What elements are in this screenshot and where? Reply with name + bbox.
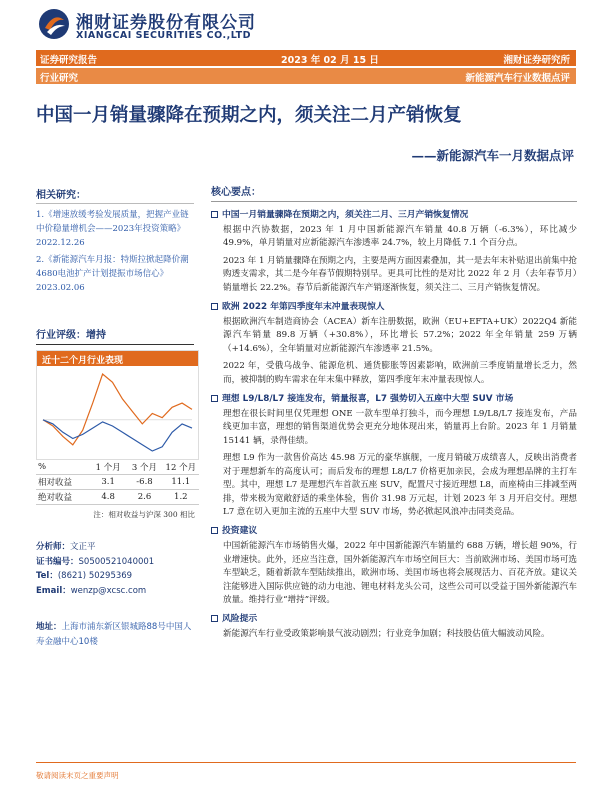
industry-rating: 行业评级：增持 [36,326,194,345]
paragraph: 2022 年，受俄乌战争、能源危机、通货膨胀等因素影响，欧洲前三季度销量增长乏力，然而，被抑制的购车需求在年末集中释放，第四季度年末冲量表现惊人。 [223,361,577,385]
email-label: Email： [36,585,71,596]
paragraph: 根据中汽协数据，2023 年 1 月中国新能源汽车销量 40.8 万辆（-6.3%），环比减少 49.9%，单月销量对应新能源汽车渗透率 24.7%，较上月降低 7.1 个百分点。 [223,225,577,249]
institute-name: 湘财证券研究所 [503,55,570,66]
header-bar-top [36,50,576,66]
address-info [36,620,196,650]
section-heading: 风险提示 [211,611,577,624]
tel-number: (8621) 50295369 [57,571,133,582]
analyst-name: 文正平 [70,542,96,552]
checkbox-bullet-icon [211,615,218,622]
logo-mark-icon [38,8,70,40]
table-header-cell: 1 个月 [95,463,121,473]
cert-number: S0500521040001 [78,556,155,567]
tel-label: Tel： [36,571,58,582]
report-type: 证券研究报告 [40,55,98,66]
paragraph: 中国新能源汽车市场销售火爆，2022 年中国新能源汽车销量约 688 万辆，增长超 90%，行业增速快。此外，还应当注意，国外新能源汽车市场空间巨大：当前欧洲市场、美国市场可选车型缺乏，随着新款车型陆续推出，欧洲市场、美国市场也将会展现活力、百花齐放。建议关注能够进入国际供应链的动力电池、锂电材料龙头公司，这些公司可以受益于国外新能源汽车放量。维持行业“增持”评级。 [223,541,577,605]
related-research-link[interactable]: 1.《增速放缓考验发展质量，把握产业链中价稳量增机会——2023年投资策略》2022.12.26 [36,210,189,248]
table-header-row [36,460,199,475]
company-logo [38,6,298,48]
table-note: 注：相对收益与沪深 300 相比 [93,510,195,519]
chart-plot [37,366,198,459]
table-cell: 1.2 [174,492,188,502]
table-header-cell: 12 个月 [165,463,197,473]
footer-divider [36,762,576,763]
industry-performance-chart [36,350,199,460]
table-cell: 绝对收益 [38,493,73,503]
table-header-cell: % [38,462,47,472]
checkbox-bullet-icon [211,527,218,534]
table-cell: 11.1 [171,477,191,487]
research-type: 行业研究 [40,73,79,84]
related-research-list [36,203,194,298]
analyst-info [36,540,196,598]
address-text: 上海市浦东新区银城路88号中国人寿金融中心10楼 [36,622,192,647]
checkbox-bullet-icon [211,395,218,402]
paragraph: 理想 L9 作为一款售价高达 45.98 万元的豪华旗舰，一度月销破万成绩喜人，反映出消费者对于理想新车的高度认可；而后发布的理想 L8/L7 价格更加亲民，会成为理想品牌的主打车型。其中，理想 L7 是理想汽车首款五座 SUV，配置尺寸接近理想 L8，而座椅由三排减至两排，带来极为宽敞舒适的乘坐体验，售价 31.98 万元起，计划 2023 年 3 月开启交付。理想 L7 意在切入更加主流的五座中大型 SUV 市场，势必掀起风浪冲击同类竞品。 [223,453,577,517]
core-points-column [211,183,577,646]
cert-label: 证书编号： [36,556,79,567]
section-heading: 欧洲 2022 年第四季度年末冲量表现惊人 [211,299,577,312]
related-research-heading: 相关研究： [36,190,86,201]
analyst-label: 分析师： [36,542,71,552]
section-heading: 中国一月销量骤降在预期之内，须关注二月、三月产销恢复情况 [211,207,577,220]
paragraph: 根据欧洲汽车制造商协会（ACEA）新车注册数据，欧洲（EU+EFTA+UK）2022Q4 新能源汽车销量 89.8 万辆（+30.8%），环比增长 57.2%；2022 年全年销量 259 万辆（+14.6%），全年销量对应新能源汽车渗透率 21.5%。 [223,317,577,354]
report-date: 2023 年 02 月 15 日 [281,55,379,66]
report-series: 新能源汽车行业数据点评 [465,73,570,84]
paragraph: 2023 年 1 月销量骤降在预期之内，主要是两方面因素叠加，其一是去年末补贴退出前集中抢购透支需求，其二是今年春节假期特别早。更具可比性的是对比 2022 年 2 月（去年春节月）销量增长 22.2%。春节后新能源汽车产销逐渐恢复，须关注二、三月产销恢复情况。 [223,255,577,293]
header-bar-bottom [36,68,576,84]
table-cell: 相对收益 [38,478,73,488]
paragraph: 理想在很长时间里仅凭理想 ONE 一款车型单打独斗，而今理想 L9/L8/L7 接连发布，产品线更加丰富，理想的销售渠道优势会更充分地体现出来，销量再上台阶。2023 年 1 月销量 15141 辆，录得佳绩。 [223,409,577,446]
table-cell: 2.6 [137,492,152,502]
page-subtitle: ——新能源汽车一月数据点评 [411,148,574,163]
table-cell: 3.1 [101,477,115,487]
logo-text-en: XIANGCAI SECURITIES CO.,LTD [76,30,252,41]
chart-title: 近十二个月行业表现 [37,351,198,366]
page-title: 中国一月销量骤降在预期之内，须关注二月产销恢复 [36,105,462,126]
checkbox-bullet-icon [211,211,218,218]
checkbox-bullet-icon [211,303,218,310]
related-research-link[interactable]: 2.《新能源汽车月报：特斯拉掀起降价潮 4680电池扩产计划提振市场信心》2023.02.06 [36,255,189,293]
table-cell: 4.8 [101,492,115,502]
logo-text-cn: 湘财证券股份有限公司 [76,13,256,33]
address-label: 地址： [36,622,62,632]
section-heading: 理想 L9/L8/L7 接连发布，销量报喜，L7 强势切入五座中大型 SUV 市场 [211,391,577,404]
table-row [36,475,199,490]
chart-series-line [43,420,192,451]
table-header-cell: 3 个月 [131,463,158,473]
footer-disclaimer[interactable]: 敬请阅读末页之重要声明 [36,771,119,780]
core-points-heading: 核心要点： [211,183,577,202]
table-row [36,490,199,505]
performance-table [36,460,199,520]
email-link[interactable]: wenzp@xcsc.com [70,585,147,596]
section-heading: 投资建议 [211,523,577,536]
paragraph: 新能源汽车行业受政策影响景气波动剧烈；行业竞争加剧；科技股估值大幅波动风险。 [223,629,550,640]
table-cell: -6.8 [136,477,153,487]
